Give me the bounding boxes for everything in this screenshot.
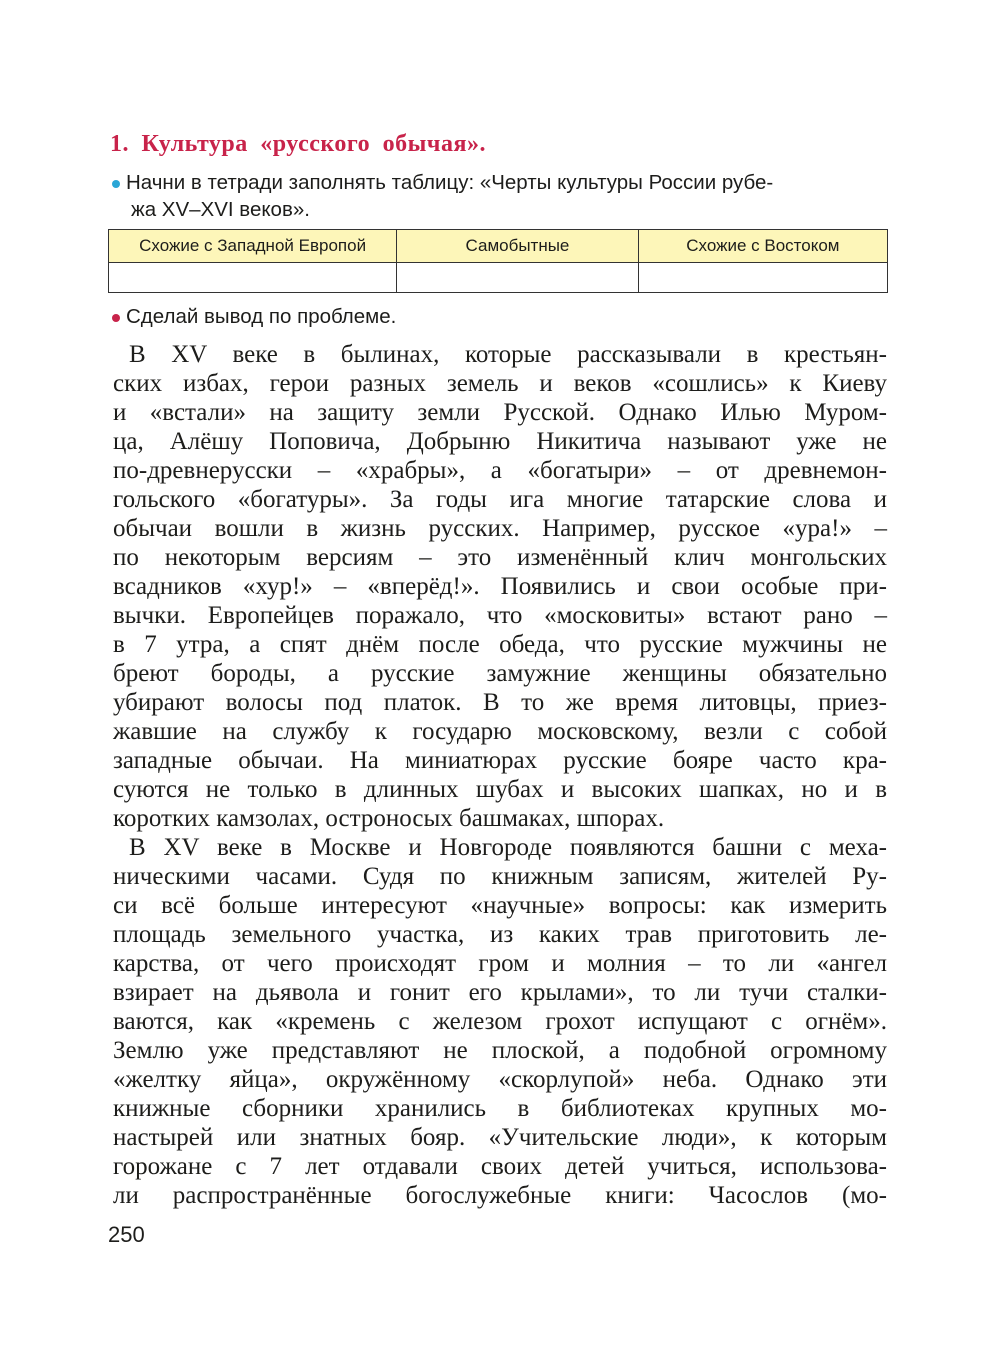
culture-features-table	[108, 229, 888, 293]
task-fill-table	[112, 171, 773, 195]
section-title: 1. Культура «русского обычая».	[110, 131, 486, 157]
text-line: ских избах, герои разных земель и веков «сошлись» к Киеву	[113, 370, 887, 397]
body-text	[113, 340, 887, 1210]
table-row	[109, 263, 888, 293]
table-cell	[638, 263, 887, 293]
text-line: вычки. Европейцев поражало, что «московиты» встают рано –	[113, 602, 887, 629]
text-line: В XV веке в былинах, которые рассказывали в крестьян-	[129, 341, 887, 368]
red-bullet-icon	[112, 314, 120, 322]
text-line: «желтку яйца», окружённому «скорлупой» неба. Однако эти	[113, 1066, 887, 1093]
table-header: Схожие с Востоком	[638, 230, 887, 263]
table-header: Схожие с Западной Европой	[109, 230, 397, 263]
text-line: гольского «богатуры». За годы ига многие татарские слова и	[113, 486, 887, 513]
text-line: западные обычаи. На миниатюрах русские бояре часто кра-	[113, 747, 887, 774]
task-fill-table-cont: жа XV–XVI веков».	[131, 198, 310, 221]
table-header: Самобытные	[397, 230, 638, 263]
text-line: суются не только в длинных шубах и высоких шапках, но и в	[113, 776, 887, 803]
table-cell	[109, 263, 397, 293]
text-line: ли распространённые богослужебные книги: Часослов (мо-	[113, 1182, 887, 1209]
text-line: жавшие на службу к государю московскому, везли с собой	[113, 718, 887, 745]
text-line: горожане с 7 лет отдавали своих детей учиться, использова-	[113, 1153, 887, 1180]
text-line: обычаи вошли в жизнь русских. Например, русское «ура!» –	[113, 515, 887, 542]
table-header-row	[109, 230, 888, 263]
text-line: и «встали» на защиту земли Русской. Однако Илью Муром-	[113, 399, 887, 426]
text-line: ваются, как «кремень с железом грохот испущают с огнём».	[113, 1008, 887, 1035]
text-line: убирают волосы под платок. В то же время литовцы, приез-	[113, 689, 887, 716]
text-line: книжные сборники хранились в библиотеках крупных мо-	[113, 1095, 887, 1122]
text-line: бреют бороды, а русские замужние женщины обязательно	[113, 660, 887, 687]
text-line: коротких камзолах, остроносых башмаках, шпорах.	[113, 805, 665, 832]
page-number: 250	[108, 1222, 145, 1247]
task-fill-table-text: Начни в тетради заполнять таблицу: «Черты культуры России рубе-	[126, 171, 774, 194]
table-cell	[397, 263, 638, 293]
text-line: Землю уже представляют не плоской, а подобной огромному	[113, 1037, 887, 1064]
text-line: по некоторым версиям – это изменённый клич монгольских	[113, 544, 887, 571]
text-line: площадь земельного участка, из каких трав приготовить ле-	[113, 921, 887, 948]
task-conclusion	[112, 305, 396, 329]
text-line: взирает на дьявола и гонит его крылами», то ли тучи сталки-	[113, 979, 887, 1006]
text-line: си всё больше интересуют «научные» вопросы: как измерить	[113, 892, 887, 919]
task-conclusion-text: Сделай вывод по проблеме.	[126, 305, 397, 328]
text-line: ническими часами. Судя по книжным записям, жителей Ру-	[113, 863, 887, 890]
text-line: в 7 утра, а спят днём после обеда, что русские мужчины не	[113, 631, 887, 658]
text-line: ца, Алёшу Поповича, Добрыню Никитича называют уже не	[113, 428, 887, 455]
text-line: всадников «хур!» – «вперёд!». Появились и свои особые при-	[113, 573, 887, 600]
text-line: настырей или знатных бояр. «Учительские люди», к которым	[113, 1124, 887, 1151]
blue-bullet-icon	[112, 180, 120, 188]
text-line: В XV веке в Москве и Новгороде появляются башни с меха-	[129, 834, 887, 861]
text-line: по-древнерусски – «храбры», а «богатыри» – от древнемон-	[113, 457, 887, 484]
text-line: карства, от чего происходят гром и молния – то ли «ангел	[113, 950, 887, 977]
